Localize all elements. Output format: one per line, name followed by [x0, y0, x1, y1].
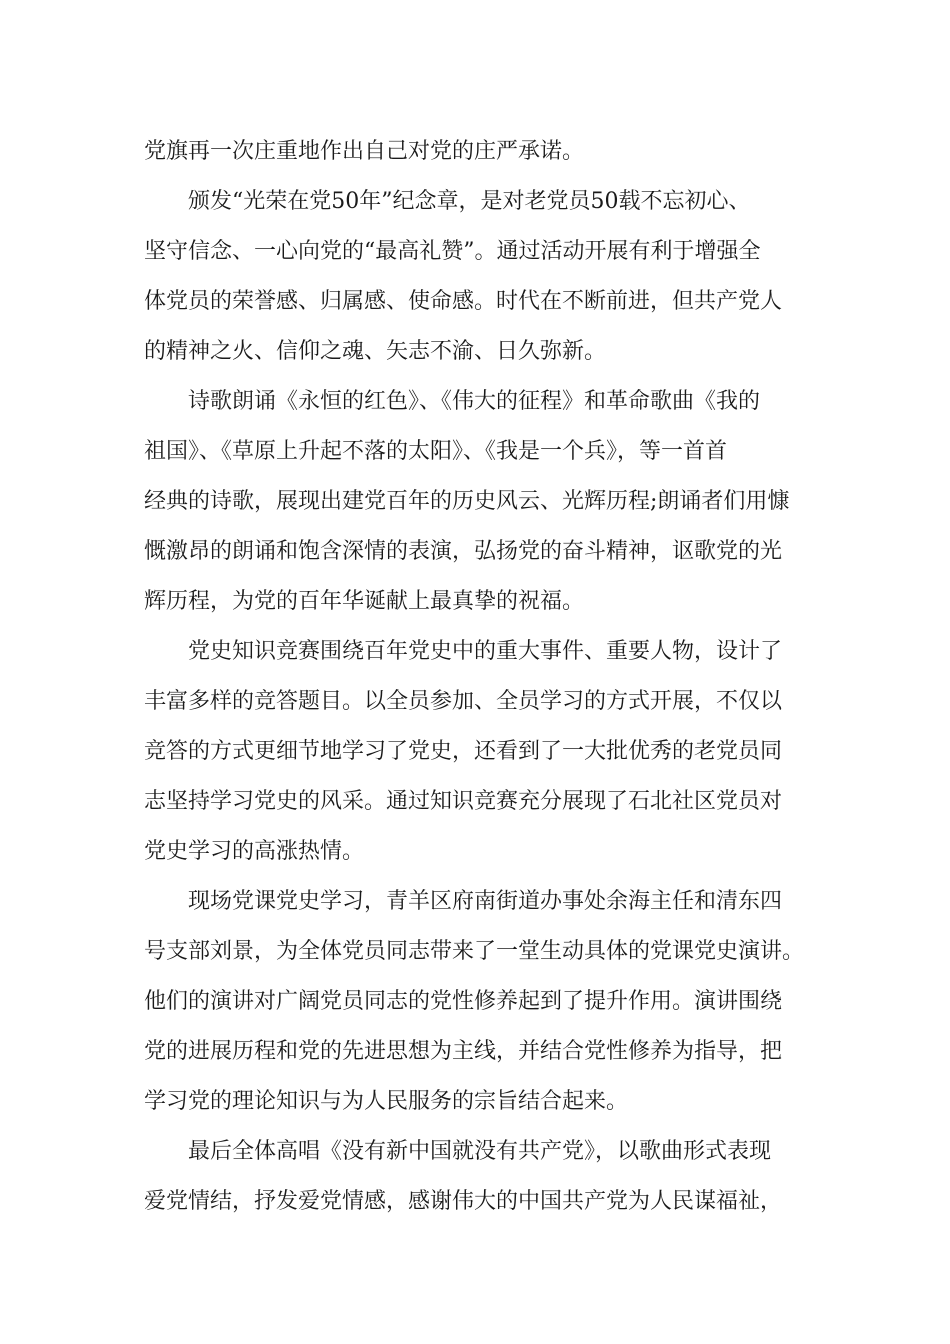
- text-line: 党史学习的高涨热情。: [144, 839, 365, 864]
- text-line: 他们的演讲对广阔党员同志的党性修养起到了提升作用。演讲围绕: [144, 989, 783, 1014]
- text-line: 丰富多样的竞答题目。以全员参加、全员学习的方式开展，不仅以: [144, 689, 783, 714]
- text-line: 最后全体高唱《没有新中国就没有共产党》，以歌曲形式表现: [188, 1139, 772, 1164]
- document-body: [144, 127, 824, 1227]
- text-line: 爱党情结，抒发爱党情感，感谢伟大的中国共产党为人民谋福祉，: [144, 1189, 783, 1214]
- text-line: 颁发“光荣在党50年”纪念章，是对老党员50载不忘初心、: [188, 189, 751, 214]
- text-line: 诗歌朗诵《永恒的红色》、《伟大的征程》和革命歌曲《我的: [188, 389, 761, 414]
- text-line: 慨激昂的朗诵和饱含深情的表演，弘扬党的奋斗精神，讴歌党的光: [144, 539, 783, 564]
- text-line: 党旗再一次庄重地作出自己对党的庄严承诺。: [144, 139, 585, 164]
- text-line: 号支部刘景，为全体党员同志带来了一堂生动具体的党课党史演讲。: [144, 939, 805, 964]
- text-line: 党史知识竞赛围绕百年党史中的重大事件、重要人物，设计了: [188, 639, 783, 664]
- text-line: 学习党的理论知识与为人民服务的宗旨结合起来。: [144, 1089, 629, 1114]
- text-line: 体党员的荣誉感、归属感、使命感。时代在不断前进，但共产党人: [144, 289, 783, 314]
- text-line: 党的进展历程和党的先进思想为主线，并结合党性修养为指导，把: [144, 1039, 783, 1064]
- text-line: 辉历程，为党的百年华诞献上最真挚的祝福。: [144, 589, 585, 614]
- text-line: 坚守信念、一心向党的“最高礼赞”。通过活动开展有利于增强全: [144, 239, 761, 264]
- text-line: 志坚持学习党史的风采。通过知识竞赛充分展现了石北社区党员对: [144, 789, 783, 814]
- text-line: 现场党课党史学习，青羊区府南街道办事处余海主任和清东四: [188, 889, 783, 914]
- text-line: 祖国》、《草原上升起不落的太阳》、《我是一个兵》，等一首首: [144, 439, 728, 464]
- text-line: 经典的诗歌，展现出建党百年的历史风云、光辉历程;朗诵者们用慷: [144, 489, 790, 514]
- text-line: 的精神之火、信仰之魂、矢志不渝、日久弥新。: [144, 339, 607, 364]
- text-line: 竞答的方式更细节地学习了党史，还看到了一大批优秀的老党员同: [144, 739, 783, 764]
